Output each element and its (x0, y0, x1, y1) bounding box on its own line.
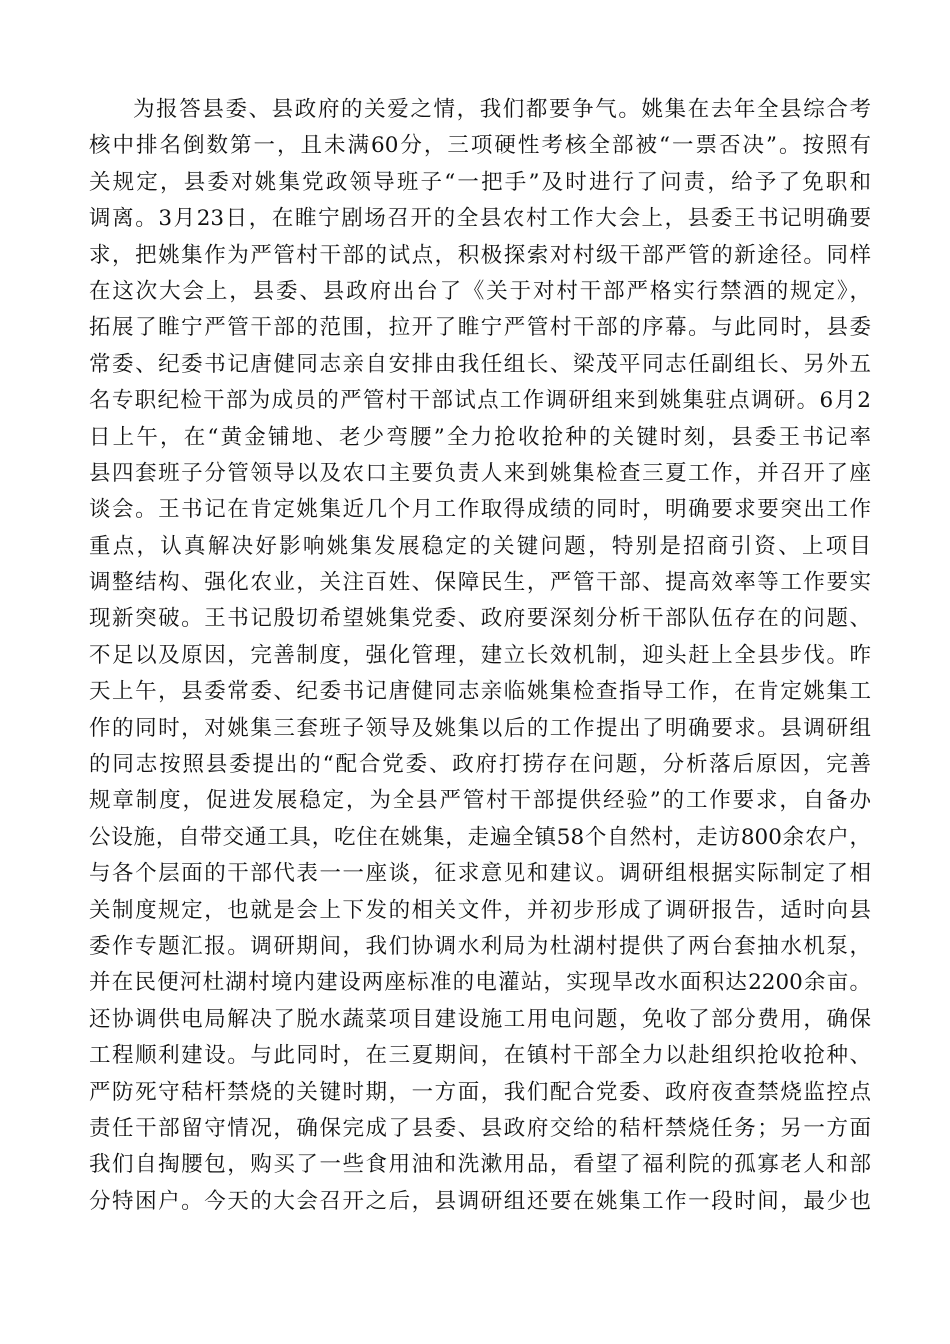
text-line: 责任干部留守情况，确保完成了县委、县政府交给的秸杆禁烧任务；另一方面 (89, 1115, 871, 1141)
text-line: 规章制度，促进发展稳定，为全县严管村干部提供经验”的工作要求，自备办 (89, 788, 871, 814)
document-page (89, 92, 871, 1220)
text-line: 关制度规定，也就是会上下发的相关文件，并初步形成了调研报告，适时向县 (89, 897, 871, 923)
text-line: 现新突破。王书记殷切希望姚集党委、政府要深刻分析干部队伍存在的问题、 (89, 606, 871, 632)
text-line: 公设施，自带交通工具，吃住在姚集，走遍全镇58个自然村，走访800余农户， (89, 824, 871, 850)
text-line: 天上午，县委常委、纪委书记唐健同志亲临姚集检查指导工作，在肯定姚集工 (89, 679, 871, 705)
text-line: 为报答县委、县政府的关爱之情，我们都要争气。姚集在去年全县综合考 (133, 97, 871, 122)
text-line: 委作专题汇报。调研期间，我们协调水利局为杜湖村提供了两台套抽水机泵， (89, 933, 871, 959)
text-line: 不足以及原因，完善制度，强化管理，建立长效机制，迎头赶上全县步伐。昨 (89, 642, 871, 668)
text-line: 调离。3月23日，在睢宁剧场召开的全县农村工作大会上，县委王书记明确要 (89, 206, 871, 232)
text-line: 县四套班子分管领导以及农口主要负责人来到姚集检查三夏工作，并召开了座 (89, 460, 871, 486)
text-line: 日上午，在“黄金铺地、老少弯腰”全力抢收抢种的关键时刻，县委王书记率 (89, 424, 871, 450)
text-line: 在这次大会上，县委、县政府出台了《关于对村干部严格实行禁酒的规定》， (89, 278, 871, 304)
text-line: 核中排名倒数第一，且未满60分，三项硬性考核全部被“一票否决”。按照有 (89, 133, 871, 159)
text-line: 关规定，县委对姚集党政领导班子“一把手”及时进行了问责，给予了免职和 (89, 169, 871, 195)
text-line: 我们自掏腰包，购买了一些食用油和洗漱用品，看望了福利院的孤寡老人和部 (89, 1152, 871, 1178)
text-line: 分特困户。今天的大会召开之后，县调研组还要在姚集工作一段时间，最少也 (89, 1188, 871, 1214)
text-line: 严防死守秸杆禁烧的关键时期，一方面，我们配合党委、政府夜查禁烧监控点 (89, 1079, 871, 1105)
text-line: 还协调供电局解决了脱水蔬菜项目建设施工用电问题，免收了部分费用，确保 (89, 1006, 871, 1032)
text-line: 求，把姚集作为严管村干部的试点，积极探索对村级干部严管的新途径。同样 (89, 242, 871, 268)
text-line: 谈会。王书记在肯定姚集近几个月工作取得成绩的同时，明确要求要突出工作 (89, 497, 871, 523)
text-line: 并在民便河杜湖村境内建设两座标准的电灌站，实现旱改水面积达2200余亩。 (89, 970, 871, 996)
text-line: 作的同时，对姚集三套班子领导及姚集以后的工作提出了明确要求。县调研组 (89, 715, 871, 741)
text-line: 重点，认真解决好影响姚集发展稳定的关键问题，特别是招商引资、上项目 (89, 533, 871, 559)
text-line: 的同志按照县委提出的“配合党委、政府打捞存在问题，分析落后原因，完善 (89, 752, 871, 778)
text-line: 拓展了睢宁严管干部的范围，拉开了睢宁严管村干部的序幕。与此同时，县委 (89, 315, 871, 341)
text-line: 工程顺利建设。与此同时，在三夏期间，在镇村干部全力以赴组织抢收抢种、 (89, 1043, 871, 1069)
text-line: 名专职纪检干部为成员的严管村干部试点工作调研组来到姚集驻点调研。6月2 (89, 388, 871, 414)
text-line: 与各个层面的干部代表一一座谈，征求意见和建议。调研组根据实际制定了相 (89, 861, 871, 887)
text-line: 调整结构、强化农业，关注百姓、保障民生，严管干部、提高效率等工作要实 (89, 570, 871, 596)
text-line: 常委、纪委书记唐健同志亲自安排由我任组长、梁茂平同志任副组长、另外五 (89, 351, 871, 377)
